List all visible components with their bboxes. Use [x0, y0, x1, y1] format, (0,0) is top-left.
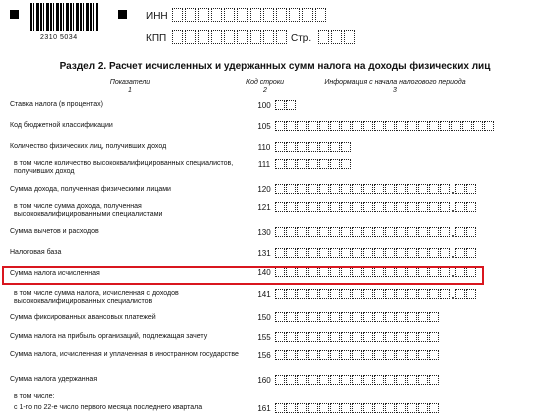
digit-cell[interactable] [297, 121, 307, 131]
digit-cell[interactable] [429, 350, 439, 360]
digit-cell[interactable] [308, 202, 318, 212]
line-code: 140 [257, 268, 271, 277]
line-code: 120 [257, 185, 271, 194]
line-code: 161 [257, 404, 271, 413]
line-code: 156 [257, 351, 271, 360]
digit-cell[interactable] [352, 350, 362, 360]
digit-cell[interactable] [286, 312, 296, 322]
digit-cell[interactable] [363, 350, 373, 360]
digit-cell[interactable] [308, 375, 318, 385]
digit-cell[interactable] [286, 202, 296, 212]
corner-marker-left [10, 10, 19, 19]
digit-cell[interactable] [374, 202, 384, 212]
digit-cell[interactable] [374, 350, 384, 360]
digit-cell[interactable] [407, 121, 417, 131]
digit-cell[interactable] [407, 202, 417, 212]
row-label: в том числе количество высококвалифицированных специалистов, получивших доход [14, 160, 234, 175]
digit-cell[interactable] [319, 350, 329, 360]
value-field[interactable] [275, 121, 494, 131]
page-number-field[interactable] [318, 30, 355, 44]
digit-cell[interactable] [363, 332, 373, 342]
digit-cell[interactable] [185, 30, 196, 44]
digit-cell[interactable] [330, 159, 340, 169]
column-header-info-number: 3 [393, 87, 397, 94]
digit-cell[interactable] [308, 312, 318, 322]
digit-cell[interactable] [455, 289, 465, 299]
digit-cell[interactable] [429, 184, 439, 194]
digit-cell[interactable] [198, 8, 209, 22]
digit-cell[interactable] [374, 403, 384, 413]
row-label: Сумма налога исчисленная [10, 270, 100, 277]
digit-cell[interactable] [418, 121, 428, 131]
digit-cell[interactable] [440, 248, 450, 258]
value-field[interactable] [275, 142, 351, 152]
line-code: 155 [257, 333, 271, 342]
row-label: Ставка налога (в процентах) [10, 101, 104, 108]
digit-cell[interactable] [429, 312, 439, 322]
digit-cell[interactable] [297, 142, 307, 152]
digit-cell[interactable] [319, 332, 329, 342]
digit-cell[interactable] [319, 202, 329, 212]
digit-cell[interactable] [308, 248, 318, 258]
digit-cell[interactable] [341, 403, 351, 413]
value-field[interactable] [275, 100, 296, 110]
digit-cell[interactable] [286, 100, 296, 110]
row-label: в том числе сумма дохода, полученная высококвалифицированными специалистами [14, 203, 163, 218]
row-label: Сумма вычетов и расходов [10, 228, 99, 235]
digit-cell[interactable] [297, 375, 307, 385]
value-field[interactable] [275, 289, 476, 299]
digit-cell[interactable] [286, 248, 296, 258]
digit-cell[interactable] [308, 403, 318, 413]
value-field[interactable] [275, 227, 476, 237]
digit-cell[interactable] [341, 289, 351, 299]
digit-cell[interactable] [429, 332, 439, 342]
digit-cell[interactable] [330, 202, 340, 212]
digit-cell[interactable] [396, 227, 406, 237]
digit-cell[interactable] [286, 159, 296, 169]
digit-cell[interactable] [330, 142, 340, 152]
row-label: в том числе: [14, 393, 55, 400]
digit-cell[interactable] [374, 332, 384, 342]
column-header-line-code-label: Код строки [245, 79, 285, 86]
digit-cell[interactable] [363, 202, 373, 212]
digit-cell[interactable] [418, 312, 428, 322]
digit-cell[interactable] [407, 227, 417, 237]
digit-cell[interactable] [466, 227, 476, 237]
digit-cell[interactable] [363, 227, 373, 237]
digit-cell[interactable] [319, 312, 329, 322]
digit-cell[interactable] [319, 375, 329, 385]
digit-cell[interactable] [286, 375, 296, 385]
column-header-info-label: Информация с начала налогового периода [324, 79, 466, 86]
digit-cell[interactable] [374, 312, 384, 322]
row-label: Сумма налога, исчисленная и уплаченная в иностранном государстве [10, 351, 239, 358]
digit-cell[interactable] [275, 289, 285, 299]
column-header-indicators-label: Показатели [109, 79, 151, 86]
digit-cell[interactable] [308, 121, 318, 131]
digit-cell[interactable] [352, 121, 362, 131]
digit-cell[interactable] [297, 312, 307, 322]
line-code: 160 [257, 376, 271, 385]
digit-cell[interactable] [455, 248, 465, 258]
digit-cell[interactable] [330, 121, 340, 131]
decimal-point [452, 192, 454, 194]
digit-cell[interactable] [286, 332, 296, 342]
value-field[interactable] [275, 159, 351, 169]
row-label: Сумма налога на прибыль организаций, подлежащая зачету [10, 333, 208, 340]
digit-cell[interactable] [374, 375, 384, 385]
digit-cell[interactable] [385, 227, 395, 237]
digit-cell[interactable] [276, 8, 287, 22]
value-field[interactable] [275, 248, 476, 258]
row-label: Сумма фиксированных авансовых платежей [10, 314, 156, 321]
digit-cell[interactable] [440, 289, 450, 299]
column-header-indicators [70, 79, 190, 95]
digit-cell[interactable] [396, 289, 406, 299]
barcode [30, 3, 98, 31]
line-code: 130 [257, 228, 271, 237]
digit-cell[interactable] [363, 403, 373, 413]
digit-cell[interactable] [297, 159, 307, 169]
digit-cell[interactable] [275, 100, 285, 110]
digit-cell[interactable] [275, 350, 285, 360]
section-title: Раздел 2. Расчет исчисленных и удержанных сумм налога на доходы физических лиц [59, 61, 491, 72]
digit-cell[interactable] [440, 202, 450, 212]
digit-cell[interactable] [385, 202, 395, 212]
digit-cell[interactable] [297, 184, 307, 194]
column-header-line-code [240, 79, 290, 95]
digit-cell[interactable] [374, 121, 384, 131]
digit-cell[interactable] [396, 332, 406, 342]
digit-cell[interactable] [341, 202, 351, 212]
digit-cell[interactable] [276, 30, 287, 44]
digit-cell[interactable] [224, 30, 235, 44]
decimal-point [452, 297, 454, 299]
line-code: 131 [257, 249, 271, 258]
digit-cell[interactable] [341, 332, 351, 342]
digit-cell[interactable] [374, 289, 384, 299]
digit-cell[interactable] [418, 227, 428, 237]
digit-cell[interactable] [462, 121, 472, 131]
digit-cell[interactable] [237, 8, 248, 22]
digit-cell[interactable] [429, 248, 439, 258]
digit-cell[interactable] [330, 403, 340, 413]
digit-cell[interactable] [466, 202, 476, 212]
digit-cell[interactable] [466, 248, 476, 258]
decimal-point [452, 256, 454, 258]
kpp-label: КПП [146, 33, 167, 44]
digit-cell[interactable] [466, 289, 476, 299]
digit-cell[interactable] [263, 8, 274, 22]
value-field[interactable] [275, 202, 476, 212]
column-header-line-code-number: 2 [263, 87, 267, 94]
digit-cell[interactable] [308, 289, 318, 299]
digit-cell[interactable] [385, 332, 395, 342]
digit-cell[interactable] [308, 159, 318, 169]
digit-cell[interactable] [318, 30, 329, 44]
digit-cell[interactable] [275, 332, 285, 342]
kpp-field[interactable] [172, 30, 287, 44]
digit-cell[interactable] [341, 184, 351, 194]
digit-cell[interactable] [341, 227, 351, 237]
digit-cell[interactable] [466, 184, 476, 194]
digit-cell[interactable] [297, 289, 307, 299]
line-code: 105 [257, 122, 271, 131]
digit-cell[interactable] [275, 159, 285, 169]
digit-cell[interactable] [330, 350, 340, 360]
digit-cell[interactable] [396, 121, 406, 131]
digit-cell[interactable] [407, 248, 417, 258]
value-field[interactable] [275, 350, 439, 360]
digit-cell[interactable] [319, 159, 329, 169]
digit-cell[interactable] [286, 403, 296, 413]
digit-cell[interactable] [286, 142, 296, 152]
digit-cell[interactable] [352, 227, 362, 237]
decimal-point [452, 210, 454, 212]
digit-cell[interactable] [418, 202, 428, 212]
digit-cell[interactable] [418, 375, 428, 385]
digit-cell[interactable] [275, 121, 285, 131]
digit-cell[interactable] [352, 312, 362, 322]
digit-cell[interactable] [275, 184, 285, 194]
digit-cell[interactable] [211, 30, 222, 44]
row-label: с 1-го по 22-е число первого месяца последнего квартала [14, 404, 203, 411]
digit-cell[interactable] [297, 350, 307, 360]
digit-cell[interactable] [297, 227, 307, 237]
column-header-indicators-number: 1 [128, 87, 132, 94]
digit-cell[interactable] [374, 184, 384, 194]
decimal-point [452, 235, 454, 237]
inn-field[interactable] [172, 8, 326, 22]
digit-cell[interactable] [319, 121, 329, 131]
value-field[interactable] [275, 375, 439, 385]
line-code: 111 [257, 160, 271, 169]
digit-cell[interactable] [352, 184, 362, 194]
digit-cell[interactable] [286, 227, 296, 237]
digit-cell[interactable] [330, 332, 340, 342]
digit-cell[interactable] [385, 350, 395, 360]
column-header-info [300, 79, 490, 95]
digit-cell[interactable] [396, 350, 406, 360]
digit-cell[interactable] [407, 375, 417, 385]
line-code: 100 [257, 101, 271, 110]
digit-cell[interactable] [429, 403, 439, 413]
digit-cell[interactable] [302, 8, 313, 22]
digit-cell[interactable] [418, 184, 428, 194]
digit-cell[interactable] [418, 403, 428, 413]
line-code: 110 [257, 143, 271, 152]
line-code: 141 [257, 290, 271, 299]
digit-cell[interactable] [297, 332, 307, 342]
digit-cell[interactable] [473, 121, 483, 131]
digit-cell[interactable] [330, 248, 340, 258]
digit-cell[interactable] [286, 289, 296, 299]
line-code: 121 [257, 203, 271, 212]
digit-cell[interactable] [330, 227, 340, 237]
digit-cell[interactable] [308, 332, 318, 342]
value-field[interactable] [275, 332, 439, 342]
digit-cell[interactable] [385, 121, 395, 131]
digit-cell[interactable] [198, 30, 209, 44]
barcode-number: 2310 5034 [40, 34, 78, 41]
row-label: Количество физических лиц, получивших доход [10, 143, 167, 150]
digit-cell[interactable] [352, 403, 362, 413]
digit-cell[interactable] [237, 30, 248, 44]
digit-cell[interactable] [363, 248, 373, 258]
digit-cell[interactable] [418, 332, 428, 342]
digit-cell[interactable] [429, 121, 439, 131]
digit-cell[interactable] [363, 312, 373, 322]
digit-cell[interactable] [275, 375, 285, 385]
digit-cell[interactable] [396, 248, 406, 258]
digit-cell[interactable] [319, 289, 329, 299]
digit-cell[interactable] [286, 350, 296, 360]
digit-cell[interactable] [172, 30, 183, 44]
digit-cell[interactable] [407, 403, 417, 413]
highlight-frame [2, 266, 484, 285]
digit-cell[interactable] [451, 121, 461, 131]
digit-cell[interactable] [330, 312, 340, 322]
row-label: Налоговая база [10, 249, 62, 256]
digit-cell[interactable] [319, 403, 329, 413]
digit-cell[interactable] [455, 227, 465, 237]
digit-cell[interactable] [341, 312, 351, 322]
digit-cell[interactable] [385, 184, 395, 194]
digit-cell[interactable] [319, 184, 329, 194]
digit-cell[interactable] [330, 375, 340, 385]
line-code: 150 [257, 313, 271, 322]
digit-cell[interactable] [429, 227, 439, 237]
digit-cell[interactable] [330, 289, 340, 299]
row-label: Сумма налога удержанная [10, 376, 98, 383]
digit-cell[interactable] [455, 184, 465, 194]
digit-cell[interactable] [275, 248, 285, 258]
digit-cell[interactable] [407, 350, 417, 360]
digit-cell[interactable] [330, 184, 340, 194]
digit-cell[interactable] [211, 8, 222, 22]
digit-cell[interactable] [275, 403, 285, 413]
digit-cell[interactable] [286, 121, 296, 131]
digit-cell[interactable] [407, 184, 417, 194]
digit-cell[interactable] [352, 289, 362, 299]
row-label: в том числе сумма налога, исчисленная с доходов высококвалифицированных специалистов [14, 290, 179, 305]
digit-cell[interactable] [440, 227, 450, 237]
digit-cell[interactable] [352, 248, 362, 258]
digit-cell[interactable] [341, 159, 351, 169]
digit-cell[interactable] [396, 312, 406, 322]
row-label: Код бюджетной классификации [10, 122, 113, 129]
digit-cell[interactable] [341, 350, 351, 360]
digit-cell[interactable] [407, 289, 417, 299]
digit-cell[interactable] [352, 375, 362, 385]
digit-cell[interactable] [352, 332, 362, 342]
digit-cell[interactable] [363, 184, 373, 194]
digit-cell[interactable] [297, 403, 307, 413]
corner-marker-right [118, 10, 127, 19]
digit-cell[interactable] [297, 202, 307, 212]
digit-cell[interactable] [352, 202, 362, 212]
digit-cell[interactable] [429, 289, 439, 299]
digit-cell[interactable] [263, 30, 274, 44]
digit-cell[interactable] [396, 184, 406, 194]
digit-cell[interactable] [341, 142, 351, 152]
digit-cell[interactable] [297, 248, 307, 258]
digit-cell[interactable] [308, 227, 318, 237]
page-label: Стр. [291, 33, 312, 44]
digit-cell[interactable] [319, 227, 329, 237]
digit-cell[interactable] [396, 375, 406, 385]
digit-cell[interactable] [319, 248, 329, 258]
digit-cell[interactable] [429, 375, 439, 385]
digit-cell[interactable] [344, 30, 355, 44]
value-field[interactable] [275, 403, 439, 413]
digit-cell[interactable] [363, 121, 373, 131]
digit-cell[interactable] [250, 30, 261, 44]
digit-cell[interactable] [385, 403, 395, 413]
digit-cell[interactable] [429, 202, 439, 212]
digit-cell[interactable] [455, 202, 465, 212]
digit-cell[interactable] [396, 403, 406, 413]
digit-cell[interactable] [331, 30, 342, 44]
inn-label: ИНН [146, 11, 168, 22]
digit-cell[interactable] [418, 248, 428, 258]
digit-cell[interactable] [224, 8, 235, 22]
digit-cell[interactable] [374, 248, 384, 258]
digit-cell[interactable] [440, 184, 450, 194]
digit-cell[interactable] [319, 142, 329, 152]
value-field[interactable] [275, 312, 439, 322]
digit-cell[interactable] [275, 312, 285, 322]
digit-cell[interactable] [185, 8, 196, 22]
digit-cell[interactable] [250, 8, 261, 22]
row-label: Сумма дохода, полученная физическими лицами [10, 186, 171, 193]
digit-cell[interactable] [341, 248, 351, 258]
digit-cell[interactable] [440, 121, 450, 131]
digit-cell[interactable] [275, 227, 285, 237]
digit-cell[interactable] [418, 289, 428, 299]
digit-cell[interactable] [385, 375, 395, 385]
digit-cell[interactable] [275, 142, 285, 152]
digit-cell[interactable] [308, 142, 318, 152]
digit-cell[interactable] [308, 350, 318, 360]
digit-cell[interactable] [418, 350, 428, 360]
digit-cell[interactable] [275, 202, 285, 212]
digit-cell[interactable] [407, 312, 417, 322]
digit-cell[interactable] [308, 184, 318, 194]
digit-cell[interactable] [385, 289, 395, 299]
digit-cell[interactable] [374, 227, 384, 237]
digit-cell[interactable] [363, 289, 373, 299]
digit-cell[interactable] [363, 375, 373, 385]
digit-cell[interactable] [341, 121, 351, 131]
digit-cell[interactable] [385, 312, 395, 322]
digit-cell[interactable] [385, 248, 395, 258]
digit-cell[interactable] [286, 184, 296, 194]
digit-cell[interactable] [396, 202, 406, 212]
digit-cell[interactable] [484, 121, 494, 131]
digit-cell[interactable] [315, 8, 326, 22]
digit-cell[interactable] [341, 375, 351, 385]
value-field[interactable] [275, 184, 476, 194]
digit-cell[interactable] [289, 8, 300, 22]
digit-cell[interactable] [407, 332, 417, 342]
digit-cell[interactable] [172, 8, 183, 22]
